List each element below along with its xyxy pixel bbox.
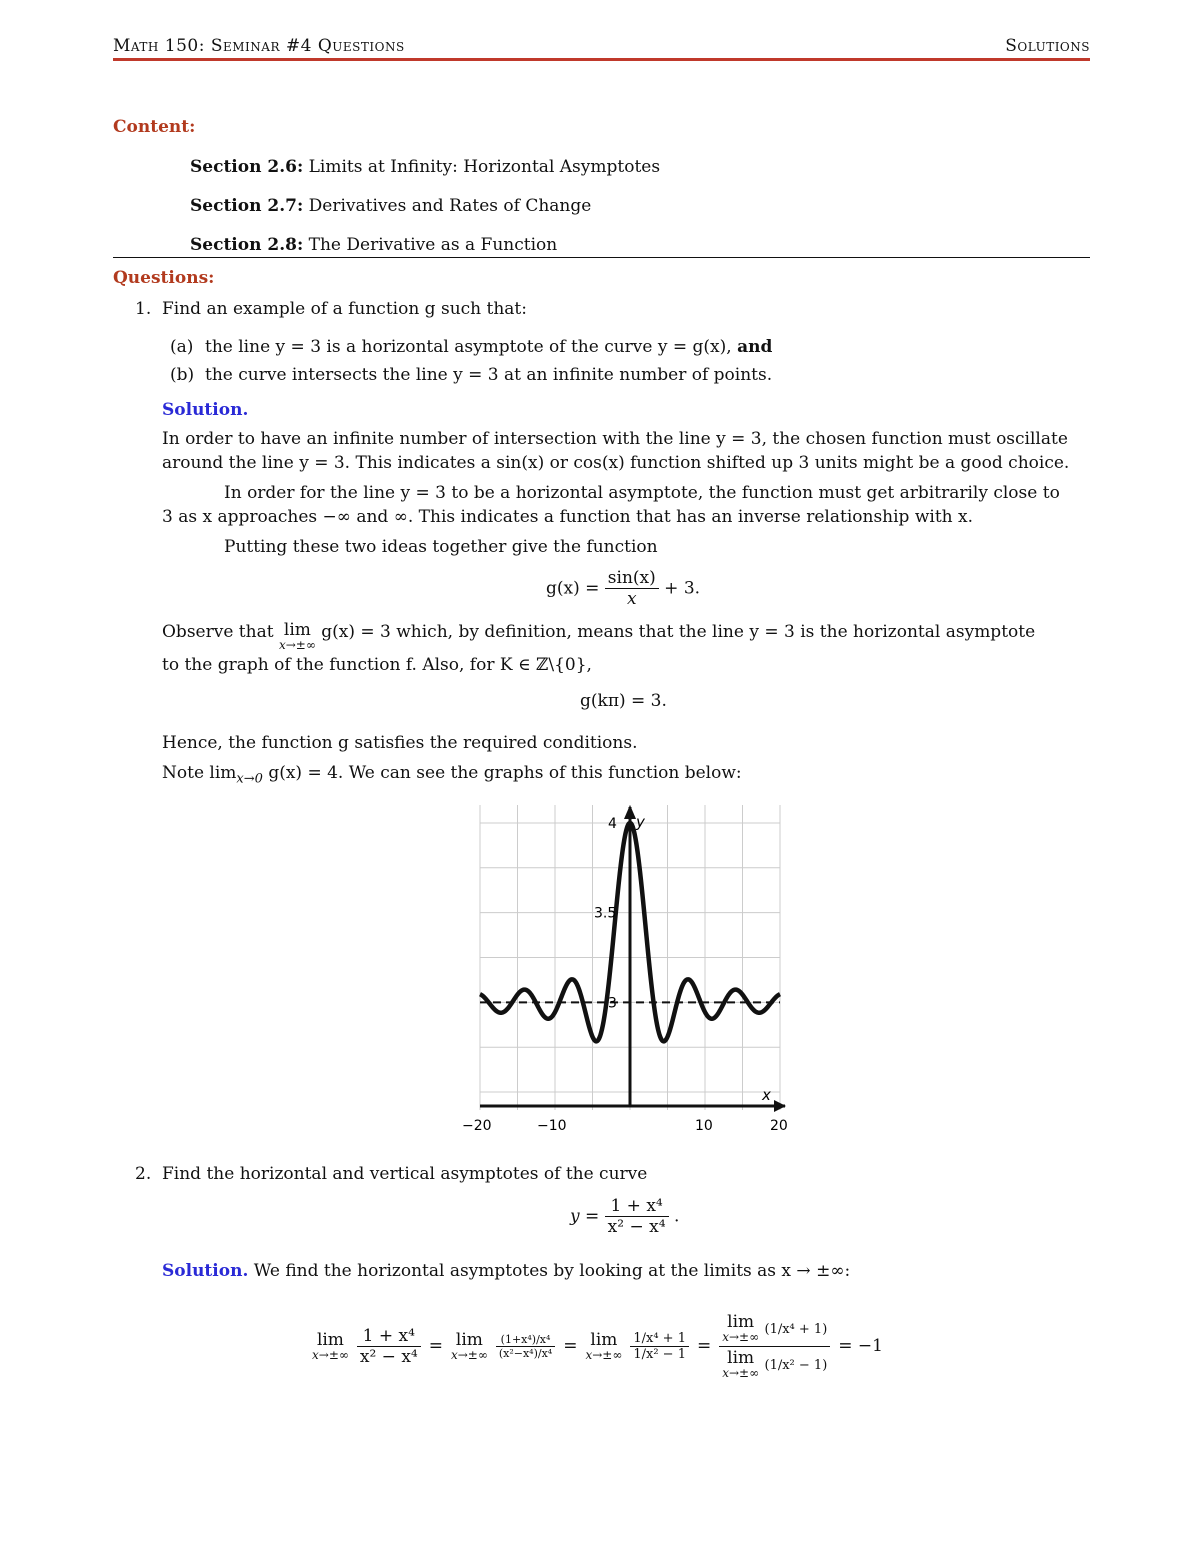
q1-prompt: Find an example of a function g such that: [162,299,527,319]
q2-equation: y = $\frac{\text{1 + x⁴}}{\text{x² − x⁴}}$ . [570,1196,680,1237]
q1-hence: Hence, the function g satisfies the required conditions. [162,733,638,753]
q1-a-text: the line y = 3 is a horizontal asymptote of the curve y = g(x), and [205,337,773,357]
q1-equation-2: g(kπ) = 3. [580,691,667,711]
content-heading: Content: [113,117,196,137]
q1-b-text: the curve intersects the line y = 3 at an infinite number of points. [205,365,773,385]
x-tick-label: 10 [695,1118,713,1134]
graph-axes [480,805,786,1112]
q1-equation-1: g(x) = $\frac{\sin(x)}{x}$ + 3. [546,568,701,609]
x-tick-label: 20 [770,1118,788,1134]
y-axis-label: y [636,813,645,831]
q1-para2-line2: 3 as x approaches −∞ and ∞. This indicates a function that has an inverse relationship with x. [162,507,974,527]
x-axis-label: x [762,1086,771,1104]
q1-para2-line1: In order for the line y = 3 to be a horizontal asymptote, the function must get arbitrarily close to [224,483,1060,503]
y-axis-arrow [624,805,636,819]
q2-number: 2. [135,1164,152,1184]
q1-note: Note $\lim_{x\to 0} g(x) = 4$. We can see the graphs of this function below: [162,763,742,787]
q2-prompt: Find the horizontal and vertical asymptotes of the curve [162,1164,648,1184]
q1-a-label: (a) [170,337,194,357]
y-tick-label: 4 [608,815,617,832]
q1-observe-line: Observe that lim x→±∞ g(x) = 3 which, by definition, means that the line y = 3 is the horizontal asymptote [162,620,1036,652]
header-left: Math 150: Seminar #4 Questions [113,36,405,56]
q1-para1-line2: around the line y = 3. This indicates a sin(x) or cos(x) function shifted up 3 units might be a good choice. [162,453,1070,473]
q2-limit-chain: lim x→±∞ $\frac{\text{1 + x⁴}}{\text{x² − x⁴}}$ = lim x→±∞ $\frac{\text{(1+x⁴)/x⁴}}{\text{(x²−x⁴)/x⁴}}$ = lim x→±∞ $\frac{\text{1/x⁴ + 1}}{\text{1/x² − 1}}$ = lim x→±∞ (1/x⁴ + 1) lim x→±∞ (1/x² − 1) = −1 [312,1311,883,1380]
q1-observe-line2: to the graph of the function f. Also, for K ∈ ℤ\{0}, [162,655,592,675]
q1-b-label: (b) [170,365,195,385]
sinc-graph [450,795,810,1140]
content-rule [113,257,1090,258]
q1-para1-line1: In order to have an infinite number of intersection with the line y = 3, the chosen function must oscillate [162,429,1068,449]
q1-para3: Putting these two ideas together give the function [224,537,658,557]
header-rule [113,58,1090,61]
section-2-6: Section 2.6: Limits at Infinity: Horizontal Asymptotes [190,157,661,177]
y-tick-label: 3.5 [594,905,617,922]
questions-heading: Questions: [113,268,215,288]
y-tick-label: 3 [608,995,617,1012]
q2-solution-line: Solution. We find the horizontal asymptotes by looking at the limits as x → ±∞: [162,1261,851,1281]
header-right: Solutions [1005,36,1090,56]
section-2-8: Section 2.8: The Derivative as a Function [190,235,558,255]
x-tick-label: −20 [462,1118,492,1134]
q1-solution-label: Solution. [162,400,249,420]
q1-number: 1. [135,299,152,319]
x-tick-label: −10 [537,1118,567,1134]
section-2-7: Section 2.7: Derivatives and Rates of Change [190,196,592,216]
